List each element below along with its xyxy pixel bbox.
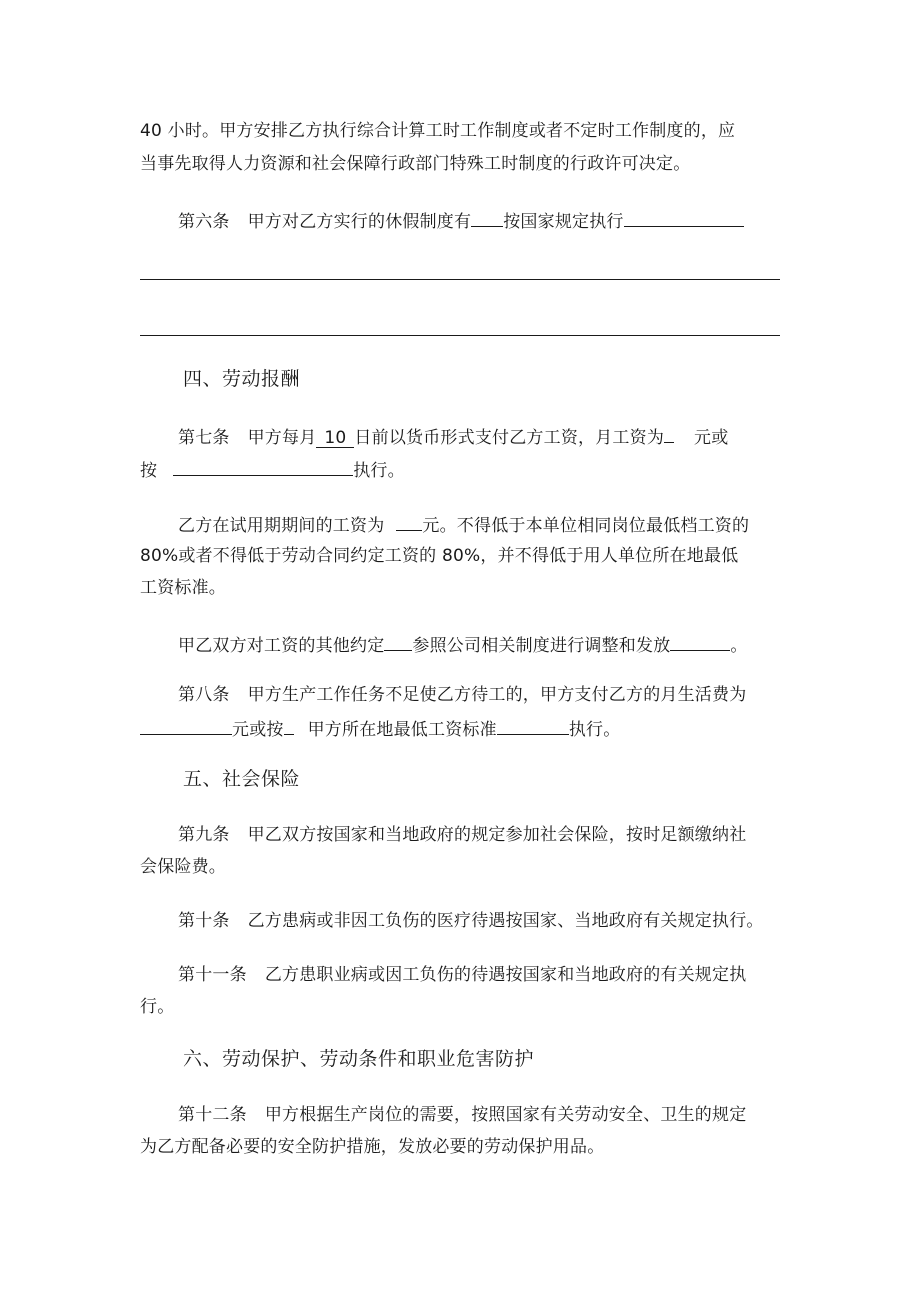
article-number: 第十一条	[178, 965, 247, 985]
article-11	[178, 964, 790, 986]
paragraph-line: 工资标准。	[140, 578, 226, 598]
article-number: 第七条	[178, 428, 230, 448]
article-text: 元或按	[232, 720, 284, 740]
article-text: 乙方在试用期期间的工资为	[178, 516, 385, 536]
article-text: 甲方根据生产岗位的需要，按照国家有关劳动安全、卫生的规定	[264, 1105, 747, 1125]
blank-field	[624, 208, 744, 227]
article-text: 按	[140, 461, 158, 481]
blank-field	[284, 716, 294, 735]
article-7	[178, 424, 790, 449]
article-9	[178, 824, 790, 846]
article-text: 甲方每月	[247, 428, 317, 448]
blank-field	[497, 716, 569, 735]
blank-line	[140, 335, 780, 336]
section-heading: 四、劳动报酬	[183, 368, 301, 390]
blank-field	[670, 632, 730, 651]
filled-text: 甲方所在地最低工资标准	[307, 720, 497, 740]
filled-text: 按国家规定执行	[503, 212, 624, 232]
trial-wage-paragraph	[178, 512, 790, 537]
article-number: 第十条	[178, 911, 230, 931]
paragraph-line: 为乙方配备必要的安全防护措施，发放必要的劳动保护用品。	[140, 1137, 605, 1157]
paragraph-line: 会保险费。	[140, 857, 226, 877]
paragraph-line: 80%或者不得低于劳动合同约定工资的 80%，并不得低于用人单位所在地最低	[140, 546, 739, 566]
article-text: 元。不得低于本单位相同岗位最低档工资的	[422, 516, 750, 536]
blank-field	[471, 208, 503, 227]
section-heading: 六、劳动保护、劳动条件和职业危害防护	[183, 1048, 535, 1070]
article-text: 乙方患职业病或因工负伤的待遇按国家和当地政府的有关规定执	[264, 965, 747, 985]
paragraph-line: 40 小时。甲方安排乙方执行综合计算工时工作制度或者不定时工作制度的，应	[140, 121, 736, 141]
article-text: 甲方对乙方实行的休假制度有	[247, 212, 472, 232]
article-8-cont	[140, 716, 790, 741]
blank-field	[664, 424, 674, 443]
article-number: 第八条	[178, 685, 230, 705]
article-12	[178, 1104, 790, 1126]
filled-text: 参照公司相关制度进行调整和发放	[412, 636, 671, 656]
article-text: 甲方生产工作任务不足使乙方待工的，甲方支付乙方的月生活费为	[247, 685, 747, 705]
article-10	[178, 910, 790, 932]
article-7-cont	[140, 457, 790, 482]
article-text: 执行。	[568, 720, 621, 740]
filled-field: 10	[316, 429, 354, 448]
article-number: 第六条	[178, 212, 230, 232]
article-text: 执行。	[353, 461, 405, 481]
article-text: 乙方患病或非因工负伤的医疗待遇按国家、当地政府有关规定执行。	[247, 911, 764, 931]
article-6	[178, 208, 790, 233]
paragraph-line: 当事先取得人力资源和社会保障行政部门特殊工时制度的行政许可决定。	[140, 154, 691, 174]
blank-field	[173, 457, 353, 476]
blank-field	[384, 632, 412, 651]
blank-line	[140, 279, 780, 280]
section-heading: 五、社会保险	[183, 768, 301, 790]
blank-field	[140, 716, 232, 735]
paragraph-line: 行。	[140, 997, 175, 1017]
blank-field	[396, 512, 422, 531]
article-number: 第九条	[178, 825, 230, 845]
article-text: 甲乙双方按国家和当地政府的规定参加社会保险，按时足额缴纳社	[247, 825, 747, 845]
other-wage-paragraph	[178, 632, 790, 657]
article-8	[178, 684, 790, 706]
article-text: 元或	[694, 428, 729, 448]
article-text: 日前以货币形式支付乙方工资，月工资为	[354, 428, 665, 448]
article-number: 第十二条	[178, 1105, 247, 1125]
article-text: 。	[730, 636, 748, 656]
article-text: 甲乙双方对工资的其他约定	[178, 636, 385, 656]
